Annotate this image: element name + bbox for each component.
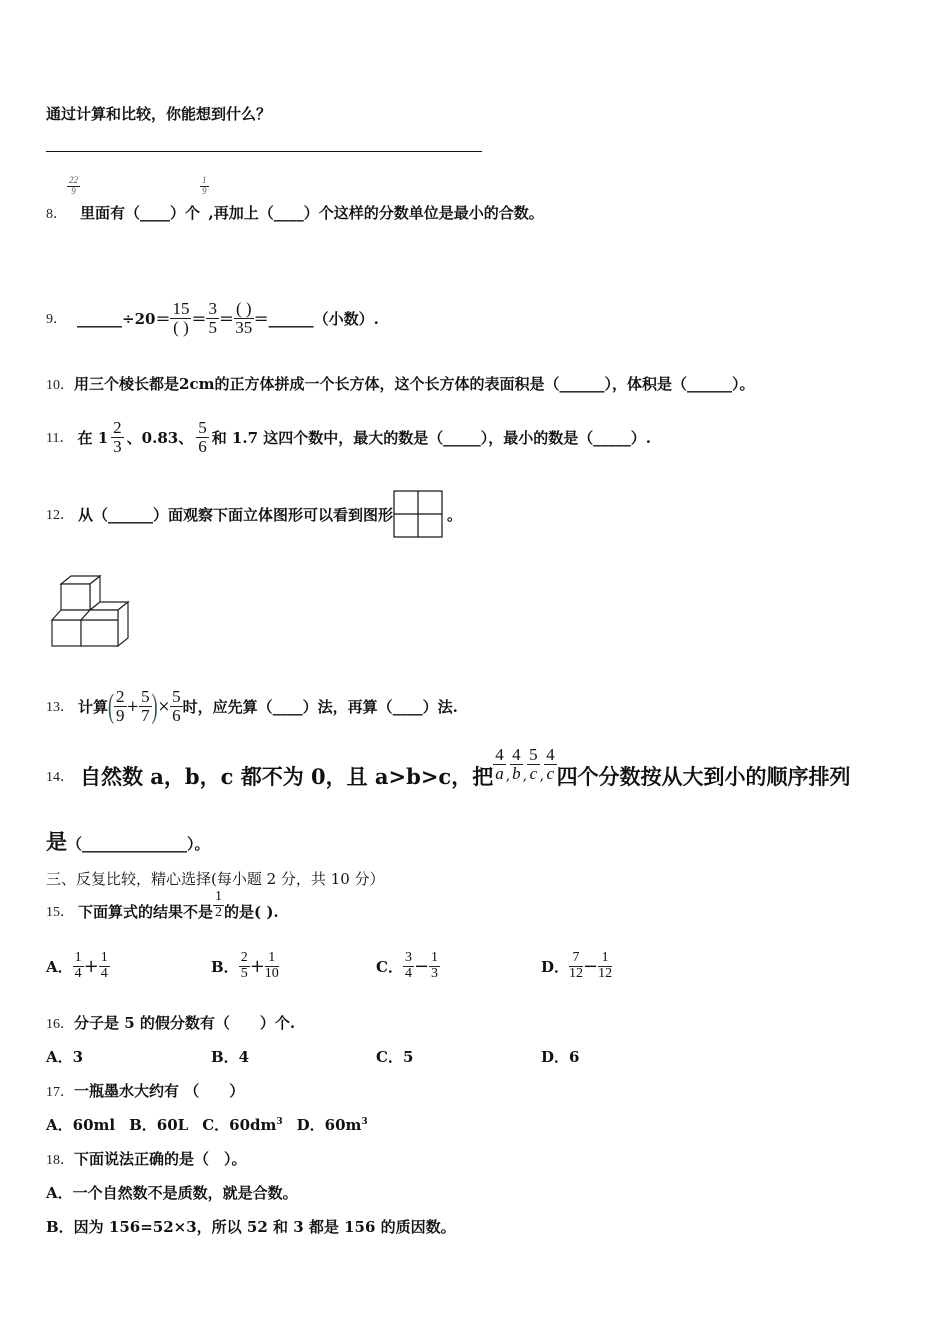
q14-sep-1: , [505, 768, 511, 784]
q15-text-part1: 下面算式的结果不是 [78, 902, 214, 921]
q14-fraction-4-b: $\frac{4}{b}$ [512, 744, 521, 783]
q16-text: 分子是 5 的假分数有（ ）个. [74, 1014, 296, 1032]
q17-option-c[interactable] [202, 1116, 282, 1134]
q17-text: 一瓶墨水大约有 （ ） [74, 1082, 245, 1100]
q11-text-part3: 和 1.7 这四个数中，最大的数是（_____），最小的数是（_____）. [211, 428, 651, 447]
q12-text-part1: 从（______）面观察下面立体图形可以看到图形 [78, 505, 394, 524]
option-operator: + [83, 955, 99, 977]
q17-option-a[interactable]: A．60ml [46, 1116, 116, 1134]
section-3-heading: 三、反复比较，精心选择(每小题 2 分，共 10 分） [46, 870, 385, 888]
q14-fraction-4-a: $\frac{4}{a}$ [495, 744, 504, 783]
option-fraction-b: $\frac{1}{12}$ [598, 949, 613, 981]
cube-stack-figure [50, 574, 132, 650]
q15-option-c[interactable] [376, 944, 440, 988]
superscript: 3 [276, 1117, 283, 1127]
q15-fraction-1-2: $\frac{1}{2}$ [215, 888, 223, 920]
question-13 [46, 680, 458, 732]
option-label: C． [376, 957, 403, 976]
q14-number: 14． [46, 770, 74, 785]
q13-times: × [157, 697, 171, 715]
question-15 [46, 888, 279, 934]
q17-option-d[interactable] [297, 1116, 368, 1134]
q12-number: 12． [46, 508, 74, 523]
q17-option-b[interactable]: B．60L [129, 1116, 189, 1134]
grid-view-figure [393, 490, 443, 538]
answer-line [46, 151, 482, 152]
question-14 [46, 744, 851, 808]
q13-fraction-2-9: $\frac{2}{9}$ [116, 686, 125, 725]
q9-text-part2: ＝______（小数）. [253, 309, 379, 328]
option-label: D． [541, 957, 570, 976]
q13-number: 13． [46, 700, 74, 715]
option-label: B． [211, 957, 239, 976]
option-fraction-a: $\frac{2}{5}$ [240, 949, 248, 981]
option-fraction-a: $\frac{1}{4}$ [74, 949, 82, 981]
q13-fraction-5-7: $\frac{5}{7}$ [141, 686, 150, 725]
option-fraction-a: $\frac{3}{4}$ [404, 949, 412, 981]
option-d-label: D．60m [296, 1116, 362, 1134]
q10-number: 10． [46, 378, 74, 393]
q11-fraction-2-3: $\frac{2}{3}$ [113, 417, 122, 456]
option-operator: − [413, 955, 430, 977]
q13-text-part2: 时，应先算（____）法，再算（____）法. [182, 697, 458, 716]
question-14-line2 [46, 826, 210, 856]
question-18 [46, 1148, 247, 1169]
q15-text-part2: 的是( ). [224, 902, 279, 921]
option-fraction-a: $\frac{7}{12}$ [569, 949, 584, 981]
q8-fraction-1-9: $\frac{1}{9}$ [202, 175, 207, 196]
q15-option-b[interactable] [211, 944, 279, 988]
q15-option-d[interactable] [541, 944, 612, 988]
question-17 [46, 1080, 244, 1101]
q16-option-b[interactable]: B．4 [211, 1048, 250, 1066]
q14-fraction-4-c: $\frac{4}{c}$ [546, 744, 555, 783]
q9-equals-1: ＝ [191, 309, 207, 328]
q12-text-part2: 。 [447, 505, 463, 524]
q11-fraction-5-6: $\frac{5}{6}$ [198, 417, 207, 456]
q9-equals-2: ＝ [218, 309, 234, 328]
q14-text-part2: 四个分数按从大到小的顺序排列 [556, 764, 851, 789]
q15-option-a[interactable] [46, 944, 110, 988]
q17-options [46, 1114, 368, 1135]
question-9 [46, 288, 379, 348]
q11-number: 11． [46, 431, 74, 446]
q8-fraction-22-9: $\frac{22}{9}$ [69, 175, 78, 196]
q11-text-part2: 、0.83、 [126, 428, 194, 447]
q16-option-c[interactable]: C．5 [376, 1048, 414, 1066]
q16-option-a[interactable]: A．3 [46, 1048, 84, 1066]
q8-text-part2: ,再加上（____）个这样的分数单位是最小的合数。 [208, 204, 544, 222]
question-16 [46, 1012, 295, 1033]
option-fraction-b: $\frac{1}{10}$ [264, 949, 279, 981]
q14-sep-2: , [522, 768, 528, 784]
option-operator: − [583, 955, 599, 977]
option-fraction-b: $\frac{1}{3}$ [431, 949, 439, 981]
q13-fraction-5-6: $\frac{5}{6}$ [172, 686, 181, 725]
q9-fraction-15: $\frac{15}{( )}$ [172, 298, 190, 337]
question-12 [46, 490, 462, 538]
q14-line2-char: 是 [46, 829, 67, 854]
option-operator: + [249, 955, 265, 977]
q11-text-part1: 在 1 [77, 428, 109, 447]
q9-text-part1: ______÷20＝ [77, 309, 171, 328]
option-label: A． [46, 957, 73, 976]
option-c-label: C．60dm [202, 1116, 277, 1134]
superscript: 3 [361, 1117, 368, 1127]
q9-fraction-35: $\frac{( )}{35}$ [235, 298, 253, 337]
q13-left-paren: ( [108, 686, 115, 725]
q9-fraction-3-5: $\frac{3}{5}$ [208, 298, 217, 337]
q18-option-b[interactable]: B．因为 156=52×3，所以 52 和 3 都是 156 的质因数。 [46, 1218, 456, 1236]
intro-text: 通过计算和比较，你能想到什么？ [46, 105, 272, 123]
q14-text-part1: 自然数 a，b，c 都不为 0，且 a>b>c，把 [80, 764, 494, 789]
q8-text-part1: 里面有（____）个 [80, 204, 201, 222]
option-fraction-b: $\frac{1}{4}$ [100, 949, 108, 981]
question-10 [46, 373, 754, 394]
q13-text-part1: 计算 [78, 697, 109, 716]
q8-number: 8． [46, 207, 67, 222]
q17-number: 17． [46, 1085, 74, 1100]
q16-number: 16． [46, 1017, 74, 1032]
q14-sep-3: , [539, 768, 545, 784]
question-8 [46, 175, 544, 222]
q18-option-a[interactable]: A．一个自然数不是质数，就是合数。 [46, 1184, 298, 1202]
q18-number: 18． [46, 1153, 74, 1168]
q18-text: 下面说法正确的是（ ）。 [74, 1150, 247, 1168]
q10-text: 用三个棱长都是2cm的正方体拼成一个长方体，这个长方体的表面积是（______），体积是（______）。 [74, 375, 755, 393]
question-11 [46, 406, 651, 468]
q13-plus: + [126, 697, 140, 715]
q15-number: 15． [46, 905, 74, 920]
q14-answer-blank: （______________）。 [67, 835, 210, 853]
q16-option-d[interactable]: D．6 [541, 1048, 580, 1066]
q14-fraction-5-c: $\frac{5}{c}$ [529, 744, 538, 783]
q9-number: 9． [46, 312, 67, 327]
q13-right-paren: ) [151, 686, 158, 725]
